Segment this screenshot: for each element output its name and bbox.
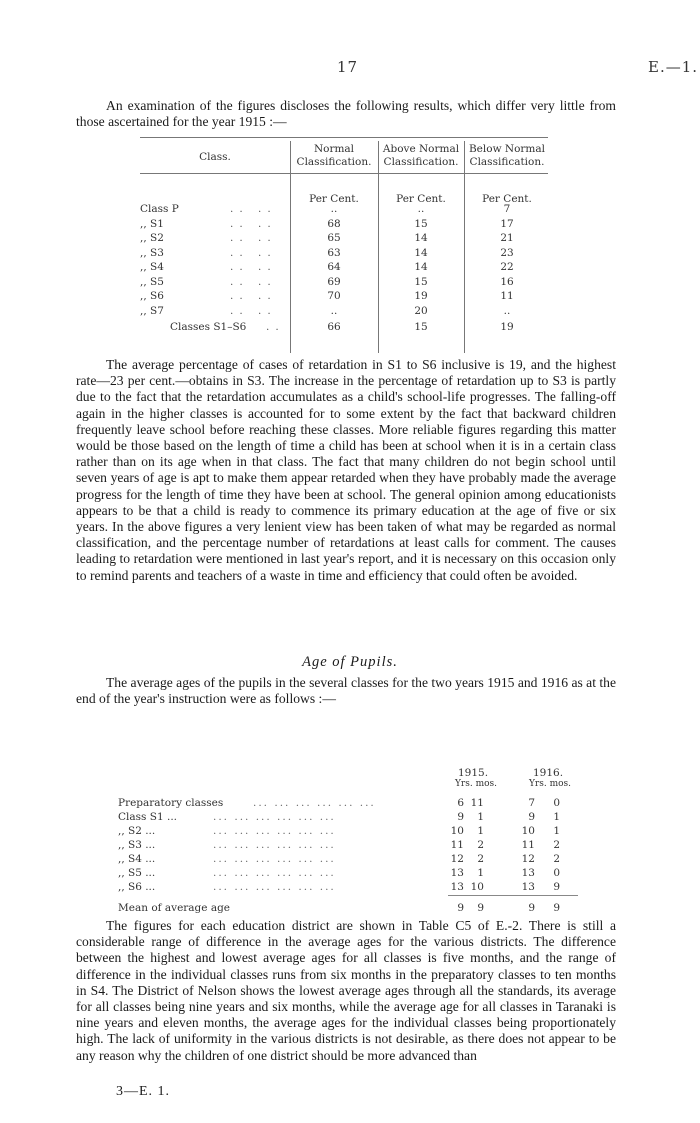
years-1915: 13 — [450, 881, 464, 893]
row-label: ,, S7 — [140, 304, 164, 317]
page-footer: 3—E. 1. — [116, 1084, 171, 1099]
cell-above: 20 — [414, 304, 428, 317]
col-header-above: Above Normal Classification. — [382, 143, 460, 168]
retardation-paragraph: The average percentage of cases of retardation in S1 to S6 inclusive is 19, and the highest rate—23 per cent.—obtains in S3. The increase in the percentage of retardation up to S3 is partly due to the fact that the retardation accumulates as a child's school-life progresses. The falling-off again in the higher classes is accounted for to some extent by the fact that backward children frequently leave school before reaching these classes. More reliable figures regarding this matter would be those based on the length of time a child has been at school when it is in a certain class rather than on its age when in that class. The fact that many children do not begin school until seven years of age is apt to make them appear retarded when they have probably made the average progress for the length of time they have been at school. The general opinion among educationists appears to be that a child is ready to commence its primary education at the age of five or six years. In the above figures a very lenient view has been taken of what may be regarded as normal classification, and the percentage number of retardations at least calls for comment. The causes leading to retardation were mentioned in last year's report, and it is necessary on this occasion only to remind parents and teachers of a waste in time and efficiency that could often be avoided. — [76, 357, 616, 583]
cell-above: 19 — [414, 290, 428, 302]
col-header-class: Class. — [199, 151, 231, 163]
mean-label: Mean of average age — [118, 902, 231, 914]
months-1915: 1 — [477, 867, 484, 879]
cell-normal: 69 — [327, 275, 341, 288]
total-label: Classes S1–S6 — [170, 321, 247, 333]
months-1916: 1 — [553, 811, 560, 823]
table-row: ... ... ... ... ... ... Class S1 ... 9 1 9 1 — [118, 811, 560, 823]
table-row: ... ... ... ... ... ... ,, S6 ... 13 10 13 9 — [118, 881, 560, 893]
document-reference: E.—1. — [648, 58, 699, 76]
unit-below: Per Cent. — [482, 193, 532, 205]
months-1915: 1 — [477, 811, 484, 823]
cell-above: 14 — [414, 261, 428, 273]
table-row: ... ... ... ... ... ... ,, S4 ... 12 2 12 2 — [118, 853, 560, 865]
cell-below: 17 — [500, 217, 514, 230]
years-1916: 13 — [521, 881, 535, 893]
years-1916: 9 — [528, 811, 535, 823]
row-label: ,, S3 ... — [118, 839, 156, 851]
months-1916: 2 — [553, 853, 560, 865]
months-1916: 0 — [553, 867, 560, 879]
row-label: ,, S6 ... — [118, 881, 156, 893]
table-row: ... ... ... ... ... ... ,, S3 ... 11 2 11 2 — [118, 839, 560, 851]
table-row: ... ... ... ... ... ... ,, S2 ... 10 1 10 1 — [118, 825, 560, 837]
cell-normal: 64 — [327, 261, 341, 273]
row-label: ,, S6 — [140, 290, 164, 302]
districts-paragraph: The figures for each education district are shown in Table C5 of E.-2. There is still a considerable range of difference in the average ages for the various districts. The difference between the highest and lowest average ages for all classes is five months, and the range of difference in the individual classes runs from six months in the preparatory classes to ten months in S4. The District of Nelson shows the lowest average ages through all the standards, its average for all classes being nine years and six months, while the average age for all classes in Taranaki is nine years and eleven months, the average ages for the individual classes being proportionately high. The lack of uniformity in the various districts is not desirable, as there does not appear to be any reason why the children of one district should be more advanced than — [76, 918, 616, 1063]
total-below: 19 — [500, 321, 514, 333]
cell-below: 11 — [500, 290, 514, 302]
months-1915: 2 — [477, 853, 484, 865]
years-1916: 11 — [521, 839, 535, 851]
years-1915: 11 — [450, 839, 464, 851]
year-1916-header: 1916. — [532, 767, 564, 779]
months-1916: 9 — [553, 881, 560, 893]
row-label: ,, S1 — [140, 217, 164, 230]
row-label: Class P — [140, 203, 179, 215]
row-label: ,, S3 — [140, 246, 164, 259]
mean-row: Mean of average age 9 9 9 9 — [118, 902, 560, 914]
year-1915-header: 1915. — [457, 767, 489, 779]
cell-normal: 68 — [327, 217, 341, 230]
cell-below: .. — [503, 304, 511, 317]
months-1915: 1 — [477, 825, 484, 837]
years-1915: 9 — [457, 811, 464, 823]
row-label: ,, S5 — [140, 275, 164, 288]
unit-above: Per Cent. — [396, 193, 446, 205]
months-1915: 10 — [470, 881, 484, 893]
unit-1915: Yrs. mos. — [454, 779, 498, 789]
unit-normal: Per Cent. — [309, 193, 359, 205]
cell-below: 21 — [500, 232, 514, 244]
months-1915: 11 — [470, 797, 484, 809]
total-above: 15 — [414, 321, 428, 333]
cell-above: .. — [417, 203, 425, 215]
cell-normal: 70 — [327, 290, 341, 302]
table-row: ... ... ... ... ... ... ,, S5 ... 13 1 13 0 — [118, 867, 560, 879]
row-label: ,, S5 ... — [118, 867, 156, 879]
months-1915: 2 — [477, 839, 484, 851]
table-row: ... ... ... ... ... ... Preparatory classes 6 11 7 0 — [118, 797, 560, 809]
cell-above: 15 — [414, 275, 428, 288]
months-1916: 2 — [553, 839, 560, 851]
years-1916: 13 — [521, 867, 535, 879]
years-1916: 7 — [528, 797, 535, 809]
intro-paragraph: An examination of the figures discloses the following results, which differ very little from those ascertained for the year 1915 :— — [76, 98, 616, 130]
cell-below: 7 — [503, 203, 511, 215]
row-label: ,, S4 — [140, 261, 164, 273]
row-label: Preparatory classes — [118, 797, 224, 809]
row-label: Class S1 ... — [118, 811, 177, 823]
cell-above: 14 — [414, 232, 428, 244]
months-1916: 1 — [553, 825, 560, 837]
section-heading: Age of Pupils. — [302, 654, 398, 670]
col-header-normal: Normal Classification. — [296, 143, 372, 168]
cell-normal: 63 — [327, 246, 341, 259]
row-label: ,, S2 — [140, 232, 164, 244]
years-1916: 12 — [521, 853, 535, 865]
years-1915: 6 — [457, 797, 464, 809]
cell-normal: 65 — [327, 232, 341, 244]
cell-below: 16 — [500, 275, 514, 288]
ages-intro-paragraph: The average ages of the pupils in the several classes for the two years 1915 and 1916 as at the end of the year's instruction were as follows :— — [76, 675, 616, 707]
years-1915: 10 — [450, 825, 464, 837]
cell-above: 15 — [414, 217, 428, 230]
cell-below: 22 — [500, 261, 514, 273]
years-1916: 10 — [521, 825, 535, 837]
cell-below: 23 — [500, 246, 514, 259]
years-1915: 12 — [450, 853, 464, 865]
years-1915: 13 — [450, 867, 464, 879]
row-label: ,, S2 ... — [118, 825, 156, 837]
unit-1916: Yrs. mos. — [528, 779, 572, 789]
months-1916: 0 — [553, 797, 560, 809]
row-label: ,, S4 ... — [118, 853, 156, 865]
total-normal: 66 — [327, 321, 341, 333]
cell-normal: .. — [330, 203, 338, 215]
col-header-below: Below Normal Classification. — [468, 143, 546, 168]
cell-above: 14 — [414, 246, 428, 259]
page-number: 17 — [337, 58, 359, 76]
cell-normal: .. — [330, 304, 338, 317]
